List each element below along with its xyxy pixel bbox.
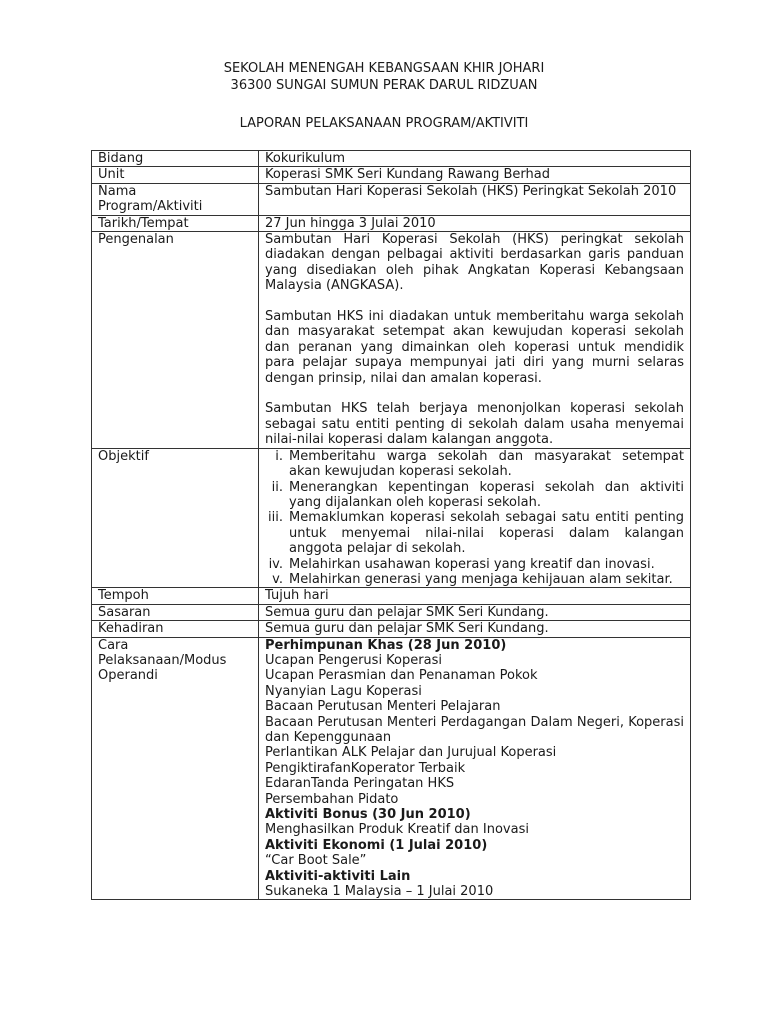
value-objektif [259, 448, 691, 588]
label-cara-line1: Cara [98, 637, 129, 653]
cara-line: Perhimpunan Khas (28 Jun 2010) [265, 637, 507, 653]
cara-line: Menghasilkan Produk Kreatif dan Inovasi [265, 822, 529, 838]
label-tarikh: Tarikh/Tempat [92, 215, 259, 231]
pengenalan-paragraph: Sambutan HKS telah berjaya menonjolkan koperasi sekolah sebagai satu entiti penting di sekolah dalam usaha menyemai nilai-nilai koperasi dalam kalangan anggota. [265, 401, 684, 448]
objective-item [259, 480, 684, 511]
report-table [91, 150, 691, 900]
row-tempoh [92, 588, 691, 604]
value-tempoh: Tujuh hari [259, 588, 691, 604]
row-tarikh [92, 215, 691, 231]
cara-line: PengiktirafanKoperator Terbaik [265, 760, 466, 776]
label-unit: Unit [92, 167, 259, 183]
value-sasaran: Semua guru dan pelajar SMK Seri Kundang. [259, 604, 691, 620]
value-pengenalan [259, 232, 691, 449]
label-pengenalan: Pengenalan [92, 232, 259, 449]
label-cara-line2: Pelaksanaan/Modus [98, 652, 227, 668]
label-nama-line2: Program/Aktiviti [98, 199, 203, 215]
objective-number: iv. [268, 556, 283, 572]
value-bidang: Kokurikulum [259, 151, 691, 167]
label-bidang: Bidang [92, 151, 259, 167]
value-nama: Sambutan Hari Koperasi Sekolah (HKS) Peringkat Sekolah 2010 [259, 183, 691, 215]
cara-line: Ucapan Pengerusi Koperasi [265, 652, 442, 668]
objective-number: i. [275, 448, 283, 464]
cara-line: Aktiviti-aktiviti Lain [265, 868, 411, 884]
pengenalan-paragraph: Sambutan HKS ini diadakan untuk memberitahu warga sekolah dan masyarakat setempat akan kewujudan koperasi sekolah dan peranan yang dimainkan oleh koperasi untuk mendidik para pelajar supaya mempunyai jati diri yang murni selaras dengan prinsip, nilai dan amalan koperasi. [265, 309, 684, 386]
objective-item [259, 572, 684, 587]
report-title: LAPORAN PELAKSANAAN PROGRAM/AKTIVITI [239, 116, 529, 131]
row-bidang [92, 151, 691, 167]
cara-line: Bacaan Perutusan Menteri Pelajaran [265, 699, 501, 715]
label-kehadiran: Kehadiran [92, 621, 259, 637]
row-nama [92, 183, 691, 215]
objective-list [259, 449, 684, 588]
cara-line: Sukaneka 1 Malaysia – 1 Julai 2010 [265, 884, 494, 900]
objective-text: Menerangkan kepentingan koperasi sekolah dan aktiviti yang dijalankan oleh koperasi sekolah. [289, 479, 684, 510]
cara-line: Persembahan Pidato [265, 791, 399, 807]
cara-line: EdaranTanda Peringatan HKS [265, 776, 455, 792]
row-objektif [92, 448, 691, 588]
cara-line: Bacaan Perutusan Menteri Perdagangan Dalam Negeri, Koperasi dan Kepenggunaan [265, 714, 684, 745]
pengenalan-paragraph: Sambutan Hari Koperasi Sekolah (HKS) peringkat sekolah diadakan dengan pelbagai aktiviti berdasarkan garis panduan yang disediakan oleh pihak Angkatan Koperasi Kebangsaan Malaysia (ANGKASA). [265, 232, 684, 294]
row-sasaran [92, 604, 691, 620]
cara-line: Perlantikan ALK Pelajar dan Jurujual Koperasi [265, 745, 557, 761]
row-unit [92, 167, 691, 183]
value-cara [259, 637, 691, 900]
row-cara [92, 637, 691, 900]
objective-text: Memaklumkan koperasi sekolah sebagai satu entiti penting untuk menyemai nilai-nilai koperasi dalam kalangan anggota pelajar di sekolah. [289, 510, 684, 557]
objective-item [259, 510, 684, 556]
label-cara [92, 637, 259, 900]
label-sasaran: Sasaran [92, 604, 259, 620]
school-name: SEKOLAH MENENGAH KEBANGSAAN KHIR JOHARI [223, 61, 545, 76]
value-unit: Koperasi SMK Seri Kundang Rawang Berhad [259, 167, 691, 183]
objective-item [259, 557, 684, 572]
objective-text: Melahirkan usahawan koperasi yang kreatif dan inovasi. [289, 556, 655, 572]
value-tarikh: 27 Jun hingga 3 Julai 2010 [259, 215, 691, 231]
school-address: 36300 SUNGAI SUMUN PERAK DARUL RIDZUAN [230, 78, 538, 93]
cara-line: Aktiviti Ekonomi (1 Julai 2010) [265, 837, 488, 853]
document-header [0, 60, 768, 94]
label-nama [92, 183, 259, 215]
label-objektif: Objektif [92, 448, 259, 588]
label-nama-line1: Nama [98, 183, 137, 199]
objective-text: Memberitahu warga sekolah dan masyarakat setempat akan kewujudan koperasi sekolah. [289, 448, 684, 480]
objective-number: ii. [271, 479, 283, 495]
objective-number: v. [272, 571, 283, 587]
cara-line: Nyanyian Lagu Koperasi [265, 683, 422, 699]
objective-number: iii. [268, 510, 283, 526]
value-kehadiran: Semua guru dan pelajar SMK Seri Kundang. [259, 621, 691, 637]
row-kehadiran [92, 621, 691, 637]
objective-item [259, 449, 684, 480]
label-tempoh: Tempoh [92, 588, 259, 604]
cara-line: “Car Boot Sale” [265, 853, 367, 869]
label-cara-line3: Operandi [98, 668, 158, 684]
cara-line: Aktiviti Bonus (30 Jun 2010) [265, 807, 471, 823]
cara-line: Ucapan Perasmian dan Penanaman Pokok [265, 668, 538, 684]
objective-text: Melahirkan generasi yang menjaga kehijauan alam sekitar. [289, 571, 673, 587]
row-pengenalan [92, 232, 691, 449]
